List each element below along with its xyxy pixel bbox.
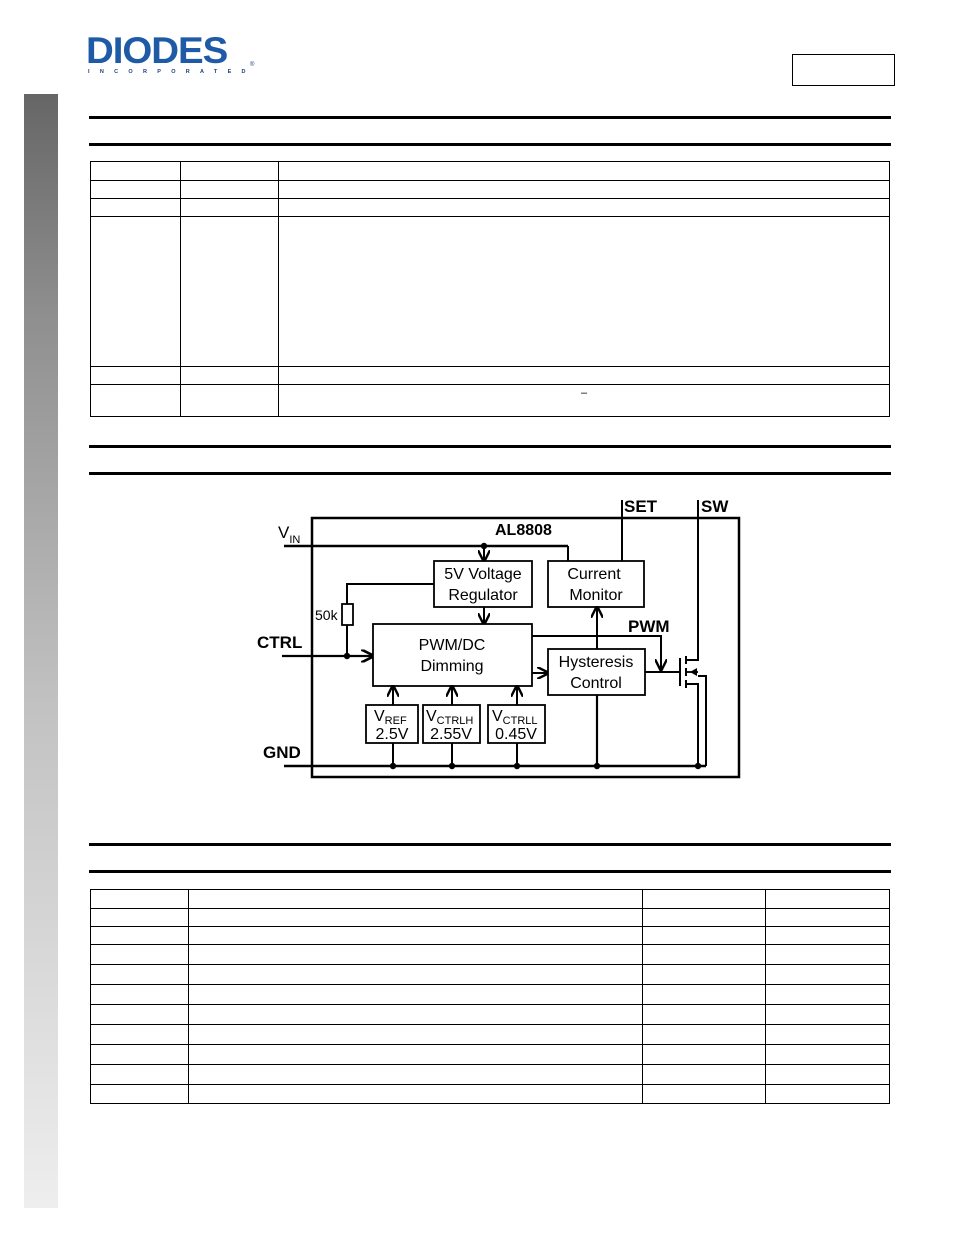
vctrlh-value: 2.55V <box>430 726 472 743</box>
functional-block-diagram <box>250 492 750 784</box>
table-row <box>91 385 890 417</box>
gnd-pin-label: GND <box>263 743 301 762</box>
table-cell <box>91 385 181 417</box>
table-cell <box>91 1085 189 1104</box>
section-rule-top-1 <box>89 116 891 119</box>
pwm-dc-dimming-block <box>373 624 532 686</box>
section-rule-bottom-1 <box>89 143 891 146</box>
table-row <box>91 965 890 985</box>
gnd-junction-dot <box>594 763 600 769</box>
table-cell <box>643 1045 766 1065</box>
chip-name: AL8808 <box>495 522 552 539</box>
table-cell <box>189 890 643 909</box>
table-cell <box>181 385 279 417</box>
section-rule-bottom-3 <box>89 870 891 873</box>
table-row <box>91 985 890 1005</box>
table-row <box>91 367 890 385</box>
table-cell <box>766 1045 890 1065</box>
table-cell <box>766 945 890 965</box>
table-cell <box>91 1005 189 1025</box>
sw-pin-label: SW <box>701 497 729 516</box>
table-cell <box>91 890 189 909</box>
vref-value: 2.5V <box>375 726 409 743</box>
table-row <box>91 1085 890 1104</box>
table-cell <box>91 965 189 985</box>
mosfet-body-to-gnd-wire <box>698 676 706 766</box>
logo-wordmark: DIODES <box>86 30 228 71</box>
table-cell <box>91 1065 189 1085</box>
table-cell <box>643 1025 766 1045</box>
part-number-box <box>792 54 895 86</box>
table-cell <box>643 909 766 927</box>
vin-pin-label: $V_{IN}$ <box>278 523 301 546</box>
table-cell <box>91 217 181 367</box>
table-row <box>91 945 890 965</box>
table-cell <box>643 1065 766 1085</box>
table-cell <box>189 965 643 985</box>
ctrl-junction-dot <box>344 653 350 659</box>
regulator-label-line1: 5V Voltage <box>444 566 522 583</box>
table-row <box>91 909 890 927</box>
monitor-label-line1: Current <box>567 566 621 583</box>
table-cell <box>766 890 890 909</box>
table-cell <box>91 1025 189 1045</box>
dimming-label-line2: Dimming <box>420 658 484 675</box>
table-cell <box>766 927 890 945</box>
ctrl-pin-label: CTRL <box>257 633 303 652</box>
section-rule-top-2 <box>89 445 891 448</box>
table-cell <box>643 965 766 985</box>
table-row <box>91 199 890 217</box>
table-cell <box>189 1085 643 1104</box>
regulator-label-line2: Regulator <box>448 587 518 604</box>
table-cell <box>643 890 766 909</box>
table-cell <box>189 1045 643 1065</box>
table-cell <box>279 162 890 181</box>
table-cell <box>279 367 890 385</box>
set-pin-label: SET <box>624 497 658 516</box>
table-cell <box>189 1025 643 1045</box>
table-cell <box>189 1005 643 1025</box>
table-cell <box>766 1085 890 1104</box>
pwm-label: PWM <box>628 617 670 636</box>
monitor-label-line2: Monitor <box>569 587 623 604</box>
table-cell <box>91 945 189 965</box>
table-cell <box>279 217 890 367</box>
table-row <box>91 927 890 945</box>
table-cell <box>189 909 643 927</box>
pullup-resistor <box>342 604 353 625</box>
table-cell <box>189 985 643 1005</box>
table-cell <box>181 181 279 199</box>
table-row <box>91 1025 890 1045</box>
table-cell <box>643 927 766 945</box>
logo-registered-mark: ® <box>250 62 255 68</box>
table-cell <box>766 965 890 985</box>
vref-label: VREF <box>374 708 407 727</box>
table-cell <box>279 181 890 199</box>
resistor-label: 50k <box>315 607 338 623</box>
table-cell <box>189 945 643 965</box>
table-row <box>91 1065 890 1085</box>
table-cell <box>766 909 890 927</box>
vctrll-label: VCTRLL <box>492 708 538 727</box>
table-cell <box>643 1005 766 1025</box>
table-cell <box>643 985 766 1005</box>
logo-subtitle: INCORPORATED <box>88 69 256 75</box>
table-cell <box>91 162 181 181</box>
mosfet-body-arrow <box>690 668 697 676</box>
table-cell <box>91 909 189 927</box>
table-cell: – <box>279 385 890 417</box>
regulator-to-resistor-wire <box>347 584 434 604</box>
table-row <box>91 162 890 181</box>
page-side-bar <box>24 94 58 1208</box>
table-row <box>91 890 890 909</box>
table-row <box>91 217 890 367</box>
table-cell <box>91 927 189 945</box>
table-cell <box>766 1025 890 1045</box>
section-rule-bottom-2 <box>89 472 891 475</box>
table-cell <box>643 945 766 965</box>
hysteresis-label-line2: Control <box>570 675 622 692</box>
table-cell <box>91 181 181 199</box>
vctrll-value: 0.45V <box>495 726 537 743</box>
table-cell <box>181 199 279 217</box>
vin-junction-dot <box>481 543 487 549</box>
dimming-label-line1: PWM/DC <box>418 637 486 654</box>
table-cell <box>91 199 181 217</box>
sw-pin-wire <box>686 500 698 660</box>
table-cell <box>181 162 279 181</box>
table-cell <box>643 1085 766 1104</box>
table-cell <box>189 1065 643 1085</box>
table-cell <box>181 367 279 385</box>
table-cell <box>91 1045 189 1065</box>
vctrlh-label: VCTRLH <box>426 708 474 727</box>
table-cell <box>91 985 189 1005</box>
table-cell <box>181 217 279 367</box>
table-cell <box>279 199 890 217</box>
pin-description-table <box>90 161 890 417</box>
diodes-logo <box>86 32 258 78</box>
table-row <box>91 1005 890 1025</box>
table-row <box>91 181 890 199</box>
ratings-table <box>90 889 890 1104</box>
table-cell <box>766 1005 890 1025</box>
hysteresis-label-line1: Hysteresis <box>558 654 634 671</box>
section-rule-top-3 <box>89 843 891 846</box>
gnd-junction-dot <box>695 763 701 769</box>
mosfet-source-wire <box>686 684 698 766</box>
table-cell <box>91 367 181 385</box>
table-cell <box>766 985 890 1005</box>
table-cell <box>766 1065 890 1085</box>
table-cell <box>189 927 643 945</box>
table-row <box>91 1045 890 1065</box>
